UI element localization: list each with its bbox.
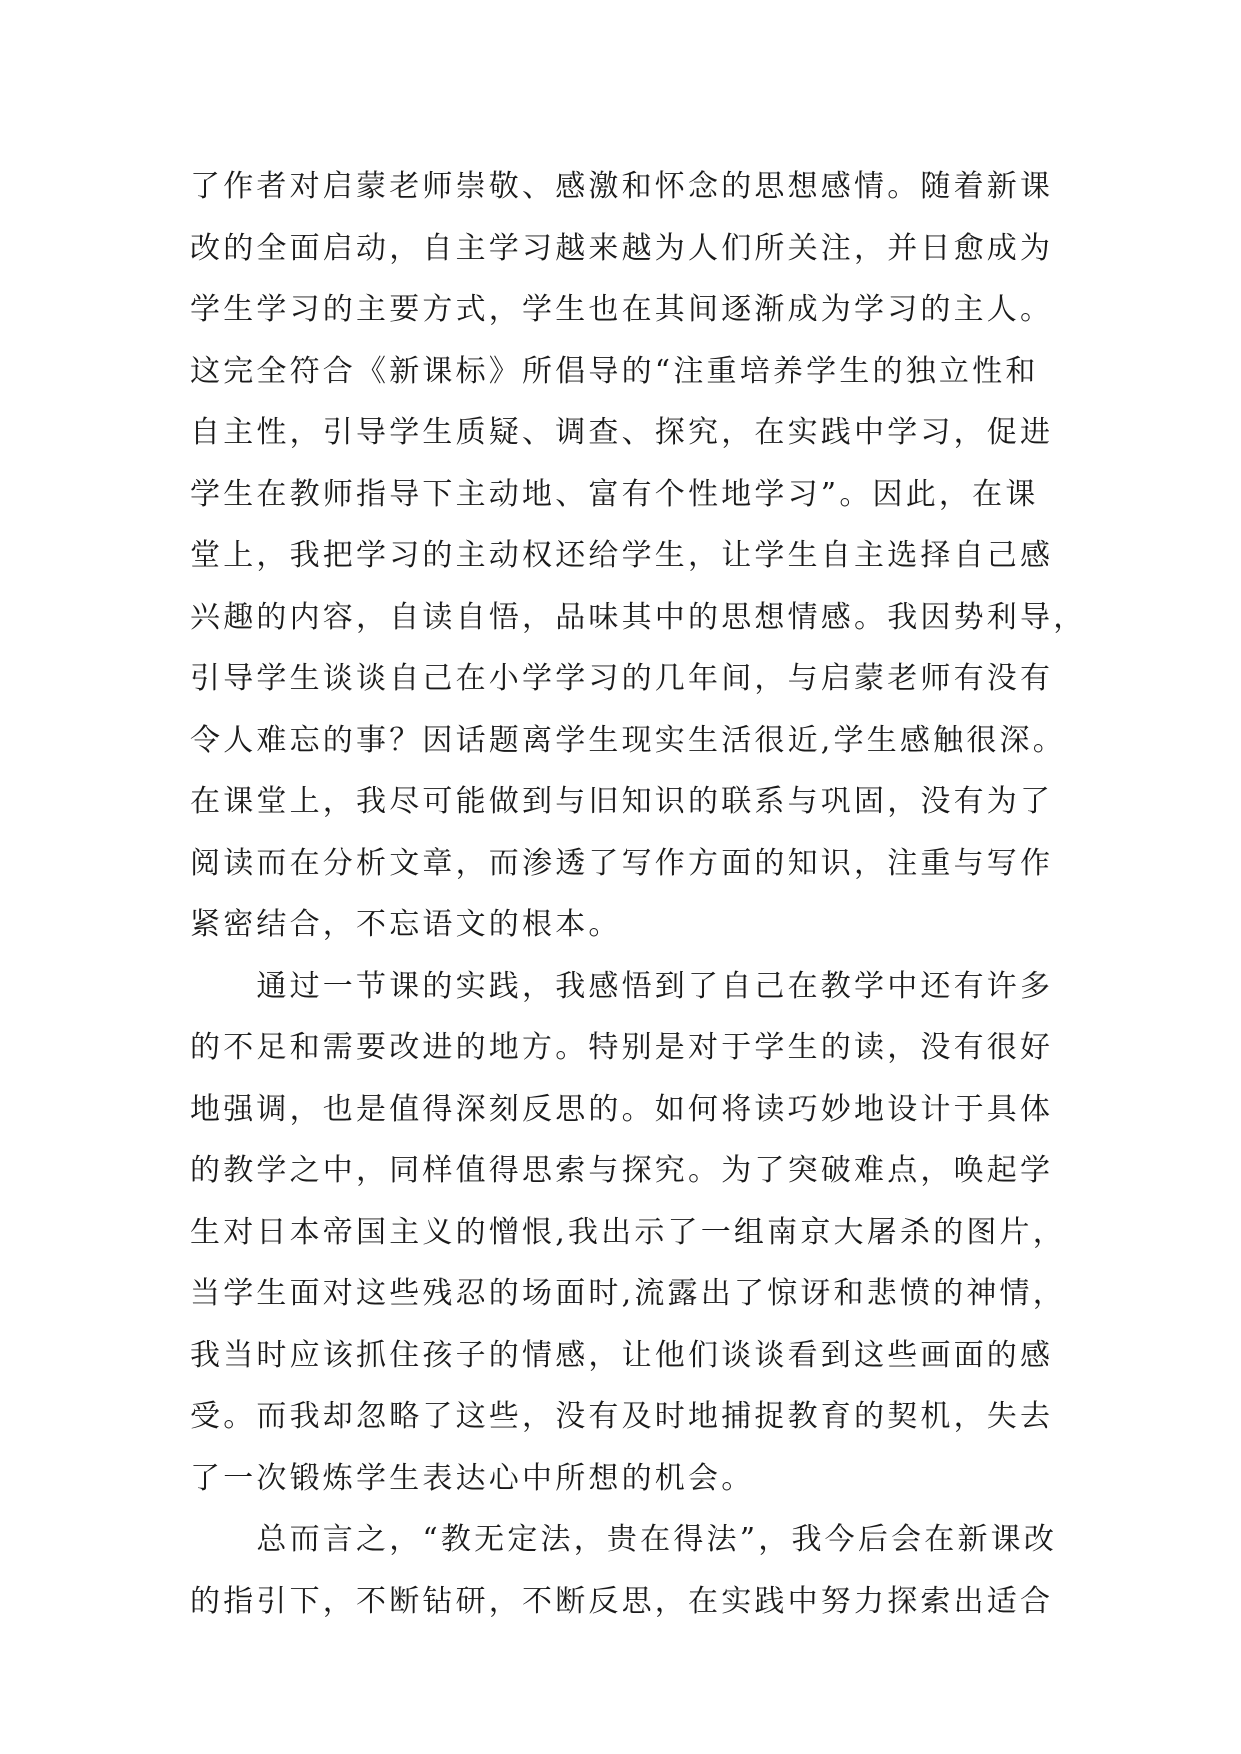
text-line: 自主性，引导学生质疑、调查、探究，在实践中学习，促进 [190, 415, 1054, 450]
text-line: 了作者对启蒙老师崇敬、感激和怀念的思想感情。随着新课 [190, 169, 1054, 204]
text-line: 兴趣的内容，自读自悟，品味其中的思想情感。我因势利导， [190, 599, 1087, 635]
paragraph-3 [190, 1509, 1070, 1632]
body-text [190, 156, 1087, 1632]
text-line: 地强调，也是值得深刻反思的。如何将读巧妙地设计于具体 [190, 1091, 1054, 1127]
text-line: 令人难忘的事？因话题离学生现实生活很近,学生感触很深。 [190, 722, 1066, 758]
text-line: 通过一节课的实践，我感悟到了自己在教学中还有许多 [190, 968, 1054, 1004]
text-line: 我当时应该抓住孩子的情感，让他们谈谈看到这些画面的感 [190, 1337, 1054, 1373]
text-line: 堂上，我把学习的主动权还给学生，让学生自主选择自己感 [190, 538, 1054, 573]
text-line: 改的全面启动，自主学习越来越为人们所关注，并日愈成为 [190, 230, 1054, 266]
text-line: 的教学之中，同样值得思索与探究。为了突破难点，唤起学 [190, 1153, 1054, 1188]
text-line: 这完全符合《新课标》所倡导的“注重培养学生的独立性和 [190, 353, 1039, 389]
text-line: 学生在教师指导下主动地、富有个性地学习”。因此，在课 [190, 476, 1039, 512]
text-line: 的指引下，不断钻研，不断反思，在实践中努力探索出适合 [190, 1583, 1054, 1619]
text-line: 当学生面对这些残忍的场面时,流露出了惊讶和悲愤的神情， [190, 1276, 1066, 1311]
text-line: 了一次锻炼学生表达心中所想的机会。 [190, 1460, 755, 1496]
text-line: 学生学习的主要方式，学生也在其间逐渐成为学习的主人。 [190, 292, 1054, 327]
text-line: 在课堂上，我尽可能做到与旧知识的联系与巩固，没有为了 [190, 784, 1054, 819]
text-line: 总而言之，“教无定法，贵在得法”，我今后会在新课改 [190, 1522, 1058, 1557]
text-line: 紧密结合，不忘语文的根本。 [190, 907, 622, 942]
text-line: 阅读而在分析文章，而渗透了写作方面的知识，注重与写作 [190, 845, 1054, 881]
text-line: 受。而我却忽略了这些，没有及时地捕捉教育的契机，失去 [190, 1399, 1054, 1434]
paragraph-1 [190, 156, 1087, 956]
paragraph-2 [190, 956, 1070, 1510]
text-line: 引导学生谈谈自己在小学学习的几年间，与启蒙老师有没有 [190, 661, 1054, 696]
text-line: 生对日本帝国主义的憎恨,我出示了一组南京大屠杀的图片， [190, 1214, 1066, 1250]
text-line: 的不足和需要改进的地方。特别是对于学生的读，没有很好 [190, 1030, 1054, 1065]
